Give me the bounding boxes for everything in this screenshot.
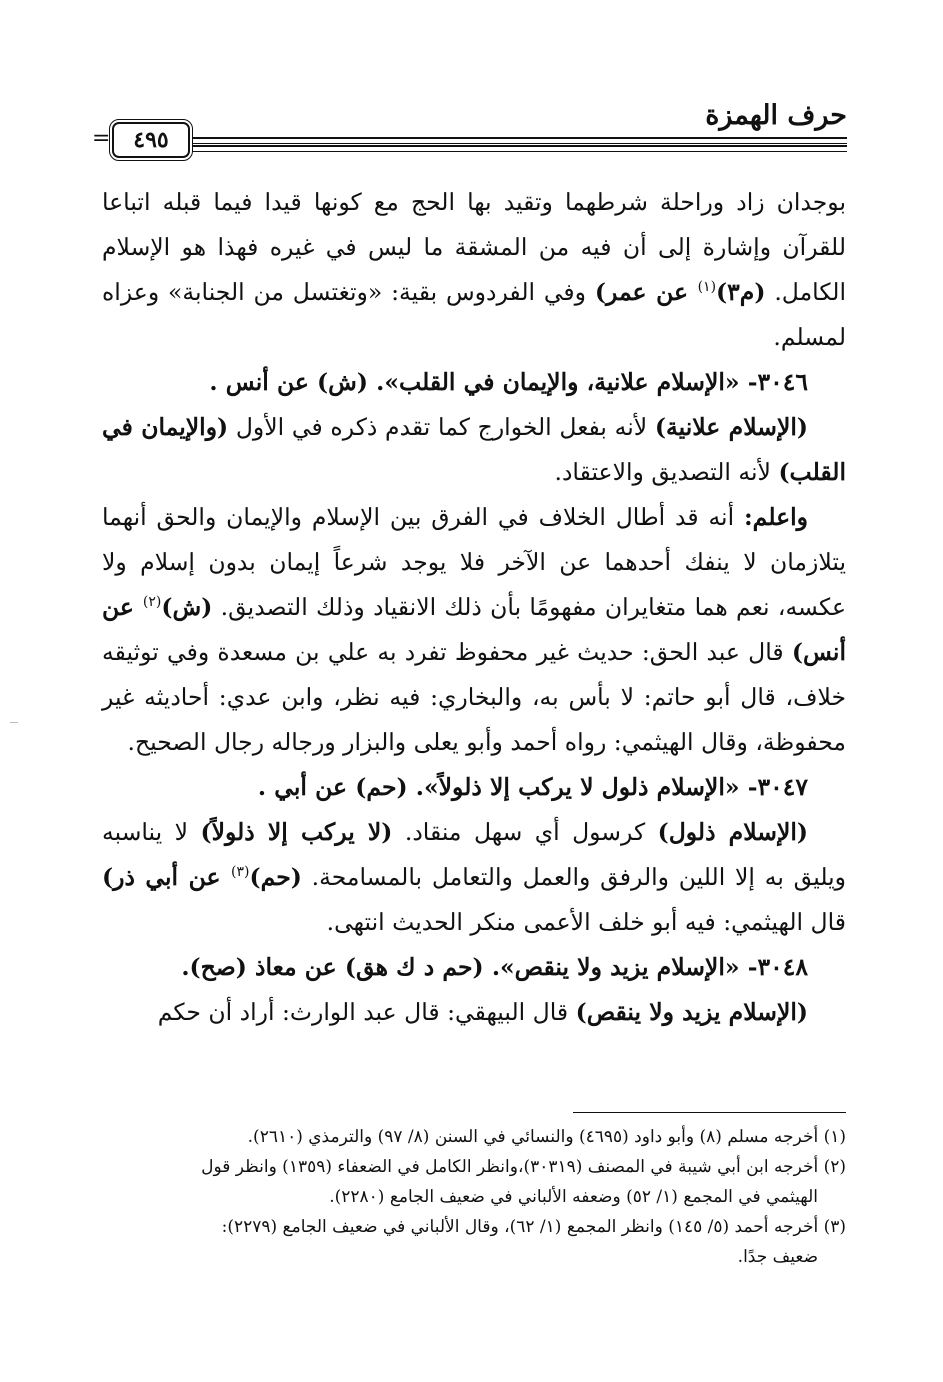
page-number: ٤٩٥ <box>112 122 190 158</box>
footnote-ref-1: (١) <box>697 279 717 296</box>
footnote-3-cont: ضعيف جدًا. <box>737 1247 818 1267</box>
hadith-3046-title: ٣٠٤٦- «الإسلام علانية، والإيمان في القلب». (ش) عن أنس . <box>209 368 808 396</box>
page-number-dash: = <box>92 126 111 151</box>
body-text <box>102 180 846 1035</box>
commentary-text: كرسول أي سهل منقاد. <box>392 818 658 846</box>
hadith-3047-title: ٣٠٤٧- «الإسلام ذلول لا يركب إلا ذلولاً». (حم) عن أبي . <box>257 773 808 801</box>
source-narrator: عن أنس) <box>102 593 846 666</box>
know-label: واعلم: <box>744 503 808 531</box>
quote-term: (الإسلام ذلول) <box>657 818 808 846</box>
footnote-separator <box>573 1112 846 1113</box>
line-1: بوجدان زاد وراحلة شرطهما وتقيد بها الحج مع كونها قيدا فيما قبله اتباعا <box>102 188 846 216</box>
footnotes <box>102 1122 846 1272</box>
line-2: للقرآن وإشارة إلى أن فيه من المشقة ما ليس في غيره فهذا هو الإسلام الكامل. <box>102 233 846 306</box>
line-3-text: وفي الفردوس بقية: «وتغتسل من الجنابة» وعزاه لمسلم. <box>102 278 846 351</box>
quote-term: (الإسلام يزيد ولا ينقص) <box>575 998 808 1026</box>
footnote-1: (١) أخرجه مسلم (٨) وأبو داود (٤٦٩٥) والنسائي في السنن (٨/ ٩٧) والترمذي (٢٦١٠). <box>247 1127 846 1147</box>
source-narrator: عن أبي ذر) <box>102 863 231 891</box>
quote-term: (والإيمان في القلب) <box>102 413 846 486</box>
footnote-ref-2: (٢) <box>142 594 162 611</box>
margin-mark <box>10 722 18 723</box>
source-code: (ش) <box>161 593 213 621</box>
footnote-3: (٣) أخرجه أحمد (٥/ ١٤٥) وانظر المجمع (١/ ٦٢)، وقال الألباني في ضعيف الجامع (٢٢٧٩): <box>221 1217 846 1237</box>
source-narrator: عن عمر) <box>594 278 698 306</box>
commentary-text: لا يناسبه ويليق به إلا اللين والرفق والعمل والتعامل بالمسامحة. <box>102 818 846 891</box>
hadith-3048-commentary <box>102 990 846 1035</box>
commentary-text: لأنه بفعل الخوارج كما تقدم ذكره في الأول <box>228 413 655 441</box>
commentary-text: قال الهيثمي: فيه أبو خلف الأعمى منكر الحديث انتهى. <box>326 908 846 936</box>
quote-term: (لا يركب إلا ذلولاً) <box>200 818 393 846</box>
header-rule-bottom <box>192 145 847 152</box>
hadith-3046-commentary <box>102 405 846 495</box>
quote-term: (الإسلام علانية) <box>654 413 808 441</box>
hadith-3047-commentary <box>102 810 846 945</box>
know-text: أنه قد أطال الخلاف في الفرق بين الإسلام والإيمان والحق أنهما يتلازمان لا ينفك أحدهما عن الآخر فلا يوجد شرعاً إيمان بدون إسلام ولا عكسه، نعم هما متغايران مفهومًا بأن ذلك الانقياد وذلك التصديق. <box>102 503 847 621</box>
know-text-cont: قال عبد الحق: حديث غير محفوظ تفرد به علي بن مسعدة وفي توثيقه خلاف، قال أبو حاتم: لا بأس به، والبخاري: فيه نظر، وابن عدي: أحاديثه غير محفوظة، وقال الهيثمي: رواه أحمد وأبو يعلى والبزار ورجاله رجال الصحيح. <box>102 638 846 756</box>
source-code: (م٣) <box>716 278 766 306</box>
commentary-text: قال البيهقي: قال عبد الوارث: أراد أن حكم <box>157 998 576 1026</box>
running-title: حرف الهمزة <box>705 100 847 131</box>
source-code: (حم) <box>249 863 302 891</box>
footnote-2-cont: الهيثمي في المجمع (١/ ٥٢) وضعفه الألباني في ضعيف الجامع (٢٢٨٠). <box>329 1187 818 1207</box>
footnote-2: (٢) أخرجه ابن أبي شيبة في المصنف (٣٠٣١٩)،وانظر الكامل في الضعفاء (١٣٥٩) وانظر قول <box>201 1157 846 1177</box>
paragraph-continuation <box>102 180 846 360</box>
commentary-text: لأنه التصديق والاعتقاد. <box>554 458 779 486</box>
footnote-ref-3: (٣) <box>230 864 250 881</box>
hadith-3048-title: ٣٠٤٨- «الإسلام يزيد ولا ينقص». (حم د ك هق) عن معاذ (صح). <box>181 953 808 981</box>
know-paragraph <box>102 495 846 765</box>
header-rule-top <box>192 137 847 144</box>
